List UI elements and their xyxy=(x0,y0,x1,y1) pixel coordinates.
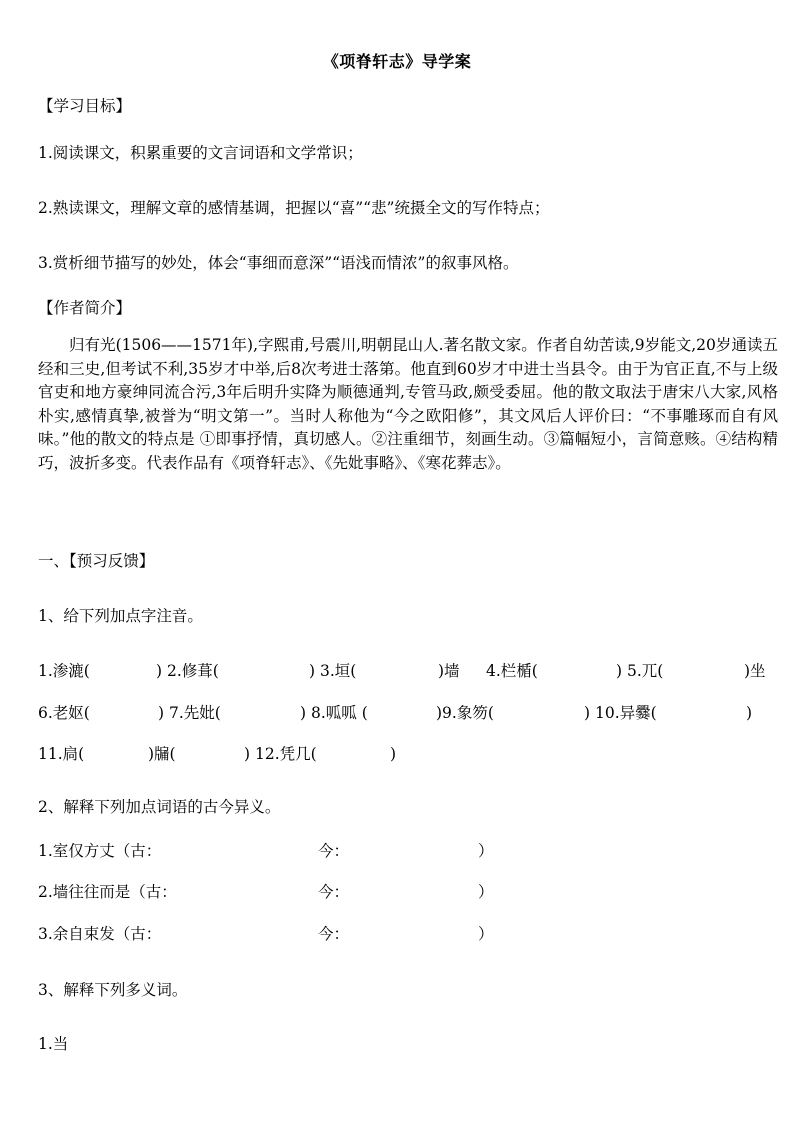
pinyin-item-8: ) 8.呱呱 ( xyxy=(300,704,368,722)
q2-item-2-end: ） xyxy=(478,883,494,901)
pinyin-item-10-close: ) xyxy=(746,704,753,722)
q2-item-2-label: 2.墙往往而是（古： xyxy=(38,883,177,901)
pinyin-item-5: ) 5.兀( xyxy=(616,662,664,680)
q3-item-1: 1.当 xyxy=(38,1035,69,1053)
pinyin-item-11b: )牖( xyxy=(148,745,176,763)
q1-title: 1、给下列加点字注音。 xyxy=(38,607,203,625)
pinyin-item-11: 11.扃( xyxy=(38,745,85,763)
goal-item-1: 1.阅读课文，积累重要的文言词语和文学常识； xyxy=(38,144,363,162)
pinyin-item-7: ) 7.先妣( xyxy=(158,704,221,722)
pinyin-item-3-suffix: )墙 xyxy=(438,662,460,680)
pinyin-item-5-suffix: )坐 xyxy=(744,662,766,680)
goal-item-2: 2.熟读课文，理解文章的感情基调，把握以“喜”“悲”统摄全文的写作特点； xyxy=(38,199,550,217)
pinyin-item-6: 6.老妪( xyxy=(38,704,90,722)
pinyin-item-1: 1.渗漉( xyxy=(38,662,90,680)
q2-title: 2、解释下列加点词语的古今异义。 xyxy=(38,798,281,816)
pinyin-item-2: ) 2.修葺( xyxy=(156,662,219,680)
pinyin-item-4: 4.栏楯( xyxy=(486,662,538,680)
goal-item-3: 3.赏析细节描写的妙处，体会“事细而意深”“语浅而情浓”的叙事风格。 xyxy=(38,254,519,272)
goals-header: 【学习目标】 xyxy=(38,97,132,115)
q2-item-3-label: 3.余自束发（古： xyxy=(38,925,162,943)
q2-item-1-end: ） xyxy=(478,842,494,860)
preview-header: 一、【预习反馈】 xyxy=(38,552,155,570)
pinyin-item-10: ) 10.异爨( xyxy=(584,704,657,722)
q2-item-2-jin: 今： xyxy=(318,883,350,901)
document-title: 《项脊轩志》导学案 xyxy=(322,52,472,71)
pinyin-item-12-close: ) xyxy=(390,745,397,763)
q3-title: 3、解释下列多义词。 xyxy=(38,981,188,999)
pinyin-item-9: )9.象笏( xyxy=(436,704,494,722)
pinyin-item-12: ) 12.凭几( xyxy=(244,745,317,763)
pinyin-item-3: ) 3.垣( xyxy=(309,662,357,680)
author-bio: 归有光(1506——1571年),字熙甫,号震川,明朝昆山人.著名散文家。作者自幼苦读,9岁能文,20岁通读五经和三史,但考试不利,35岁才中举,后8次考进士落第。他直到60岁才中进士当县令。由于为官正直,不与上级官吏和地方豪绅同流合污,3年后明升实降为顺德通判,专管马政,颇受委屈。他的散文取法于唐宋八大家,风格朴实,感情真挚,被誉为“明文第一”。当时人称他为“今之欧阳修”，其文风后人评价曰：“不事雕琢而自有风味。”他的散文的特点是 ①即事抒情，真切感人。②注重细节，刻画生动。③篇幅短小，言简意赅。④结构精巧，波折多变。代表作品有《项脊轩志》、《先妣事略》、《寒花葬志》。 xyxy=(38,336,778,472)
q2-item-3-end: ） xyxy=(478,925,494,943)
q2-item-1-jin: 今： xyxy=(318,842,350,860)
q2-item-3-jin: 今： xyxy=(318,925,350,943)
q2-item-1-label: 1.室仅方丈（古： xyxy=(38,842,162,860)
author-header: 【作者简介】 xyxy=(38,299,132,317)
